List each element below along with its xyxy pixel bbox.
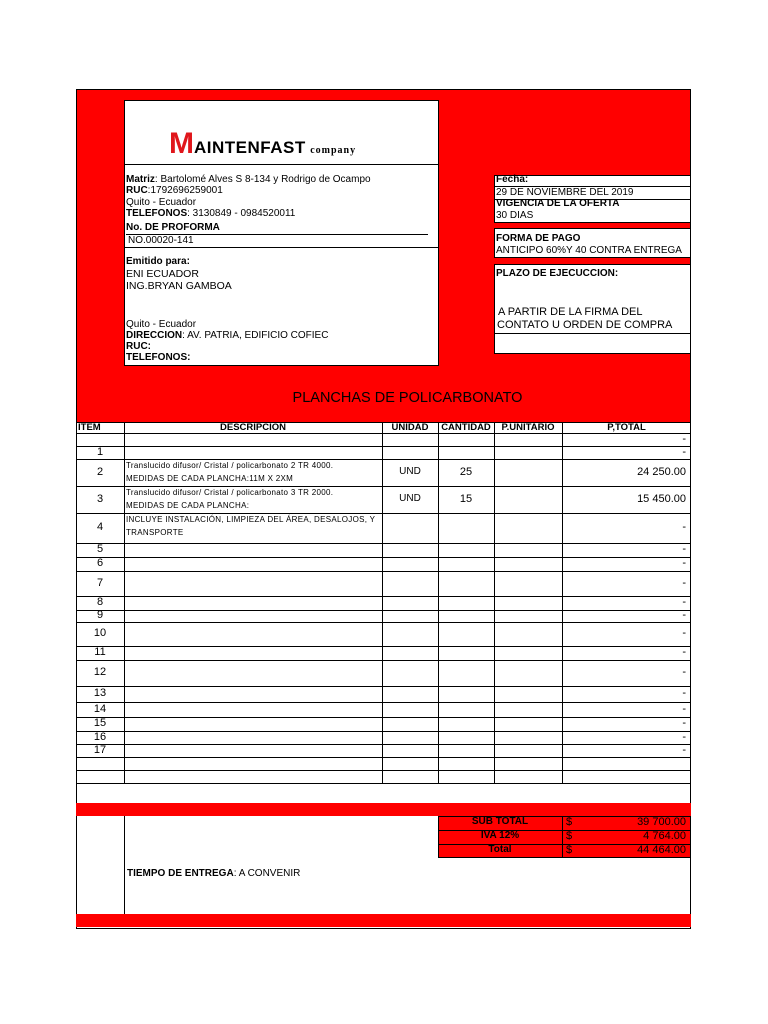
vigencia-label: VIGENCIA DE LA OFERTA [496, 198, 620, 209]
subtotal-value: 39 700.00 [637, 816, 686, 828]
table-row-total: - [682, 445, 686, 458]
page-title: PLANCHAS DE POLICARBONATO [292, 390, 523, 406]
subtotal-label: SUB TOTAL [471, 816, 529, 827]
fecha-label: Fecha: [496, 174, 529, 185]
logo-box [124, 100, 439, 165]
table-row-item: 17 [93, 743, 107, 756]
table-row-unidad: UND [399, 465, 421, 477]
table-row-total: - [682, 730, 686, 743]
table-row-total: - [682, 627, 686, 639]
table-row-total: - [682, 666, 686, 678]
table-row-total: 24 250.00 [637, 465, 686, 478]
table-row-total: - [682, 576, 686, 589]
table-row-cantidad: 25 [459, 465, 473, 478]
table-row-item: 1 [96, 445, 104, 458]
client-tel-label: TELEFONOS: [126, 352, 191, 363]
vigencia-value: 30 DIAS [496, 210, 534, 221]
client-city: Quito - Ecuador [126, 319, 197, 330]
table-row-desc-1: Translucido difusor/ Cristal / policarbonato 2 TR 4000. [126, 461, 334, 470]
iva-value: 4 764.00 [643, 830, 686, 842]
table-row-unidad: UND [399, 492, 421, 504]
table-header-item: ITEM [78, 422, 101, 433]
fecha-value: 29 DE NOVIEMBRE DEL 2019 [496, 187, 634, 198]
table-row-item: 10 [93, 627, 107, 639]
company-logo: MAINTENFAST company [169, 127, 357, 160]
iva-label: IVA 12% [480, 830, 520, 841]
pago-label: FORMA DE PAGO [496, 233, 581, 244]
table-row-total: - [682, 433, 686, 445]
table-header-unidad: UNIDAD [391, 422, 429, 433]
total-currency: $ [566, 844, 573, 856]
table-row-item: 2 [96, 465, 104, 478]
bottom-red-band [76, 803, 691, 816]
proforma-number: NO.00020-141 [126, 234, 428, 247]
table-header-desc: DESCRIPCION [220, 422, 286, 433]
table-row-item: 9 [96, 609, 104, 621]
table-header-total: P,TOTAL [607, 422, 646, 433]
emitido-label: Emitido para: [126, 256, 190, 267]
table-header-cantidad: CANTIDAD [441, 422, 491, 433]
matriz-line: Matriz: Bartolomé Alves S 8-134 y Rodrigo de Ocampo [126, 174, 371, 185]
pago-value: ANTICIPO 60%Y 40 CONTRA ENTREGA [496, 245, 682, 256]
proforma-label: No. DE PROFORMA [126, 222, 220, 233]
telefonos-line: TELEFONOS: 3130849 - 0984520011 [126, 208, 296, 219]
total-label: Total [488, 844, 512, 855]
table-row-cantidad: 15 [459, 492, 473, 505]
table-row-desc-2: MEDIDAS DE CADA PLANCHA: [126, 501, 250, 510]
table-row-desc-2: MEDIDAS DE CADA PLANCHA:11M X 2XM [126, 474, 294, 483]
table-row-item: 5 [96, 543, 104, 555]
table-row-item: 11 [94, 646, 106, 658]
ruc-line: RUC:1792696259001 [126, 185, 223, 196]
table-row-total: - [682, 702, 686, 715]
table-row-item: 16 [93, 730, 107, 743]
table-row-item: 12 [93, 666, 107, 678]
table-row-total: - [682, 596, 686, 608]
table-row-item: 7 [96, 576, 104, 589]
total-value: 44 464.00 [637, 844, 686, 856]
plazo-line-2: CONTATO U ORDEN DE COMPRA [497, 319, 673, 331]
table-row-total: - [682, 543, 686, 555]
company-city: Quito - Ecuador [126, 197, 197, 208]
client-ruc-label: RUC: [126, 341, 151, 352]
table-row-total: - [682, 609, 686, 621]
plazo-label: PLAZO DE EJECUCCION: [496, 268, 619, 279]
table-row-total: - [682, 521, 686, 533]
table-row-total: - [682, 557, 686, 569]
table-row-desc-1: INCLUYE INSTALACIÓN, LIMPIEZA DEL ÁREA, DESALOJOS, Y [126, 515, 376, 524]
table-row-total: - [682, 743, 686, 756]
table-row-item: 4 [96, 521, 104, 533]
client-name-1: ENI ECUADOR [126, 268, 199, 280]
table-row-item: 6 [96, 557, 104, 569]
subtotal-currency: $ [566, 816, 573, 828]
table-row-desc-2: TRANSPORTE [126, 528, 184, 537]
footer-red-band [76, 914, 691, 927]
table-row-item: 3 [96, 492, 104, 505]
table-row-total: - [682, 646, 686, 658]
plazo-line-1: A PARTIR DE LA FIRMA DEL [498, 306, 643, 318]
tiempo-entrega: TIEMPO DE ENTREGA: A CONVENIR [127, 868, 301, 879]
table-row-item: 13 [93, 687, 107, 699]
table-header-unit: P.UNITARIO [501, 422, 555, 433]
table-row-total: 15 450.00 [637, 492, 686, 505]
table-row-item: 14 [93, 702, 107, 715]
direccion-line: DIRECCION: AV. PATRIA, EDIFICIO COFIEC [126, 330, 329, 341]
left-red-column [76, 89, 124, 422]
client-name-2: ING.BRYAN GAMBOA [126, 280, 232, 292]
table-row-desc-1: Translucido difusor/ Cristal / policarbonato 3 TR 2000. [126, 488, 334, 497]
table-row-item: 15 [93, 717, 107, 729]
table-row-total: - [682, 717, 686, 729]
table-row-total: - [682, 687, 686, 699]
iva-currency: $ [566, 830, 573, 842]
table-row-item: 8 [96, 596, 104, 608]
